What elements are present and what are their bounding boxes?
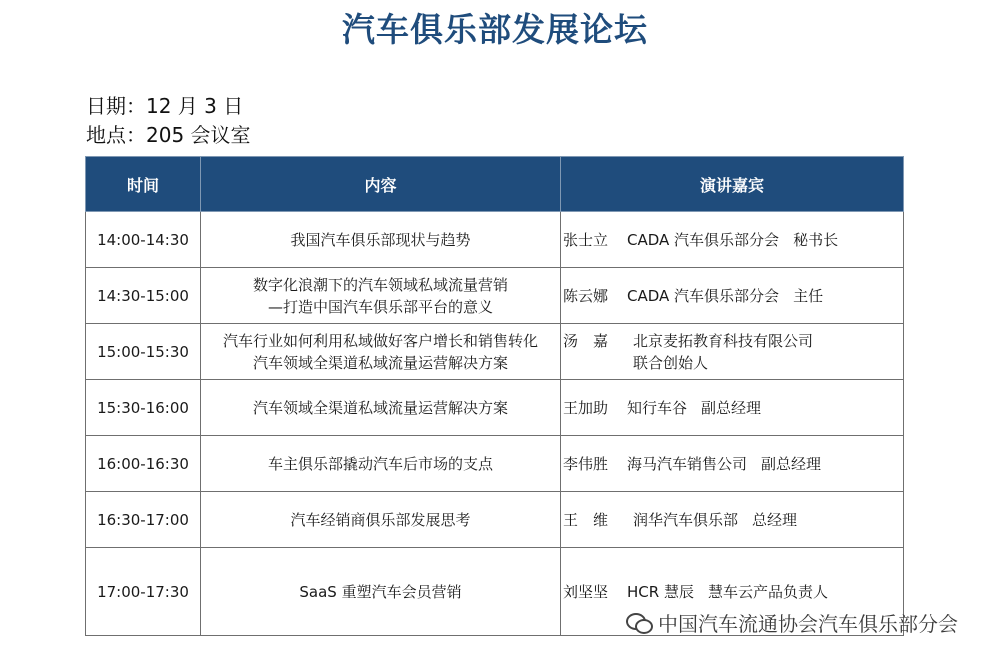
speaker-role: 主任 <box>793 286 824 305</box>
row-time: 15:30-16:00 <box>86 380 201 436</box>
speaker-role: 副总经理 <box>761 454 822 473</box>
row-content <box>201 268 561 324</box>
table-row <box>86 380 904 436</box>
speaker-org: CADA 汽车俱乐部分会 <box>627 230 780 249</box>
row-time: 16:30-17:00 <box>86 492 201 548</box>
row-speaker <box>561 380 904 436</box>
speaker-role: 联合创始人 <box>633 353 709 372</box>
speaker-name: 刘坚坚 <box>563 582 609 601</box>
row-content <box>201 212 561 268</box>
row-speaker <box>561 268 904 324</box>
speaker-role: 慧车云产品负责人 <box>707 582 828 601</box>
event-date: 日期：12 月 3 日 <box>86 94 244 118</box>
table-row <box>86 324 904 380</box>
header-time: 时间 <box>86 157 201 212</box>
speaker-name: 李伟胜 <box>563 454 609 473</box>
row-time: 16:00-16:30 <box>86 436 201 492</box>
content-line: SaaS 重塑汽车会员营销 <box>299 582 462 601</box>
event-location: 地点：205 会议室 <box>86 123 251 147</box>
speaker-name: 陈云娜 <box>563 286 609 305</box>
speaker-name: 王 维 <box>563 510 609 529</box>
speaker-org: CADA 汽车俱乐部分会 <box>627 286 780 305</box>
table-row <box>86 212 904 268</box>
speaker-role: 总经理 <box>752 510 798 529</box>
row-content <box>201 324 561 380</box>
speaker-role: 秘书长 <box>793 230 839 249</box>
header-speaker: 演讲嘉宾 <box>561 157 904 212</box>
content-line: 我国汽车俱乐部现状与趋势 <box>290 230 471 249</box>
row-content <box>201 492 561 548</box>
row-content <box>201 436 561 492</box>
speaker-org: 北京麦拓教育科技有限公司 <box>633 331 814 350</box>
content-line: 汽车行业如何利用私域做好客户增长和销售转化 <box>222 331 538 350</box>
row-time: 17:00-17:30 <box>86 548 201 636</box>
content-line: 汽车领域全渠道私域流量运营解决方案 <box>252 353 508 372</box>
row-speaker <box>561 436 904 492</box>
wechat-icon <box>626 612 652 634</box>
content-line: —打造中国汽车俱乐部平台的意义 <box>267 297 493 316</box>
table-row <box>86 268 904 324</box>
agenda-header-row <box>86 157 904 212</box>
watermark <box>626 608 958 637</box>
speaker-name: 汤 嘉 <box>563 331 609 350</box>
agenda-table <box>85 156 904 636</box>
speaker-role: 副总经理 <box>701 398 762 417</box>
row-time: 14:00-14:30 <box>86 212 201 268</box>
content-line: 车主俱乐部撬动汽车后市场的支点 <box>267 454 493 473</box>
speaker-org: 润华汽车俱乐部 <box>633 510 739 529</box>
speaker-name: 王加助 <box>563 398 609 417</box>
row-speaker <box>561 492 904 548</box>
header-content: 内容 <box>201 157 561 212</box>
table-row <box>86 436 904 492</box>
row-time: 14:30-15:00 <box>86 268 201 324</box>
row-time: 15:00-15:30 <box>86 324 201 380</box>
row-content <box>201 548 561 636</box>
speaker-org: 知行车谷 <box>627 398 688 417</box>
watermark-text: 中国汽车流通协会汽车俱乐部分会 <box>658 612 958 636</box>
page-title: 汽车俱乐部发展论坛 <box>342 10 648 49</box>
speaker-org: 海马汽车销售公司 <box>627 454 748 473</box>
content-line: 数字化浪潮下的汽车领域私域流量营销 <box>252 275 508 294</box>
speaker-name: 张士立 <box>563 230 609 249</box>
row-content <box>201 380 561 436</box>
row-speaker <box>561 324 904 380</box>
content-line: 汽车领域全渠道私域流量运营解决方案 <box>252 398 508 417</box>
speaker-org: HCR 慧辰 <box>627 582 694 601</box>
row-speaker <box>561 212 904 268</box>
content-line: 汽车经销商俱乐部发展思考 <box>290 510 471 529</box>
table-row <box>86 492 904 548</box>
